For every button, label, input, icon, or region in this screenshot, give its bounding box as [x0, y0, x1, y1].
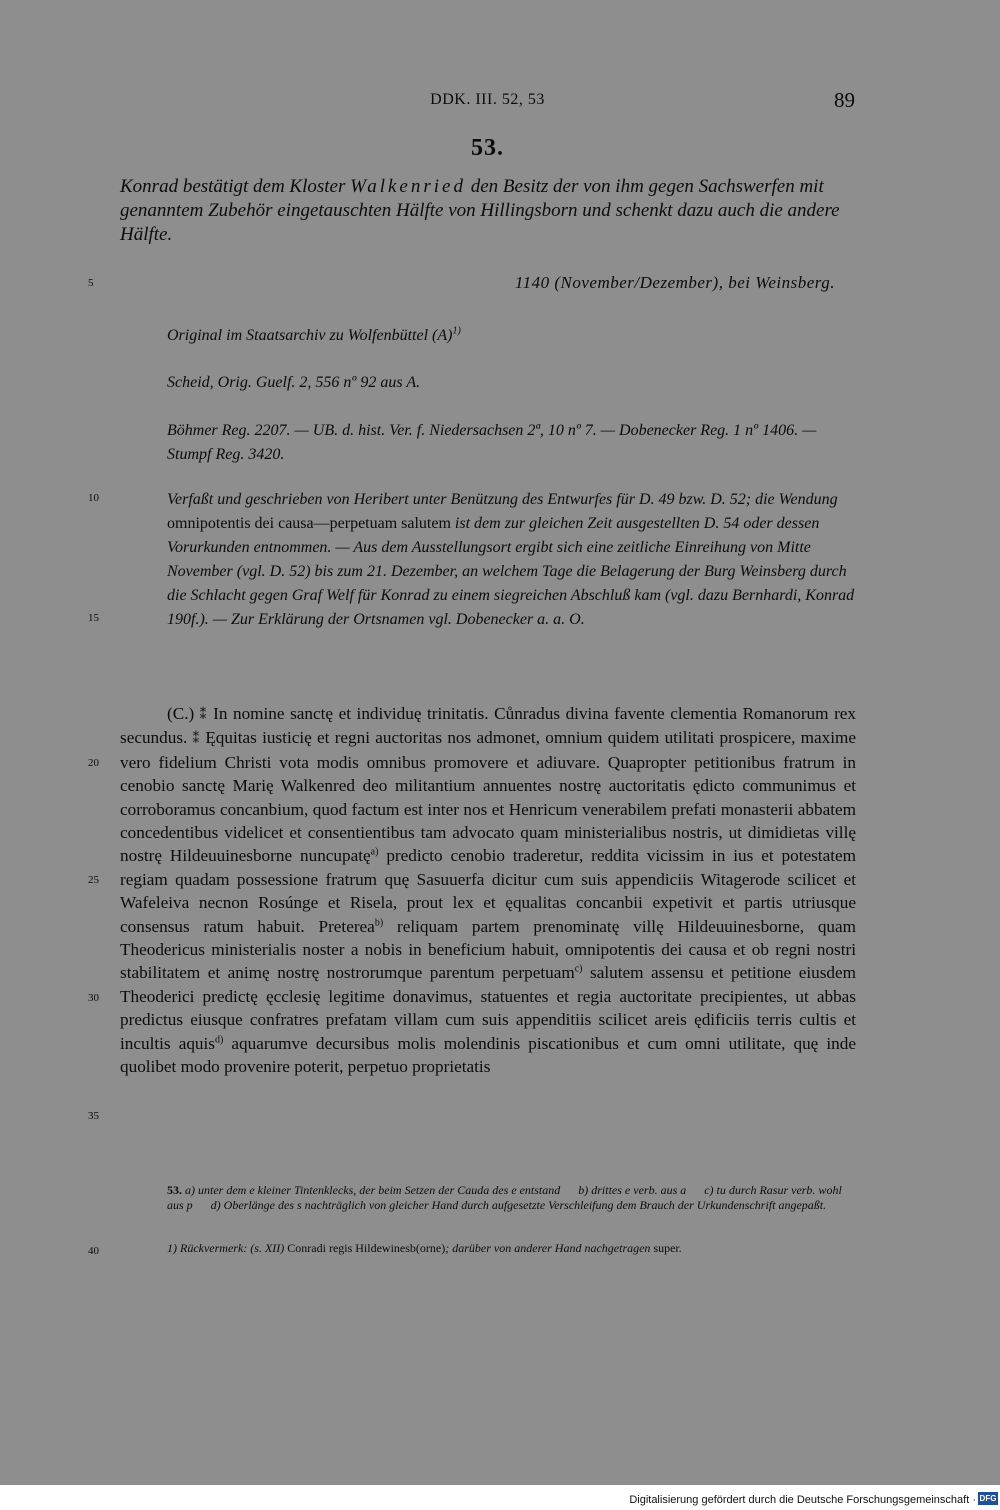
regest: [120, 175, 856, 247]
charter-text-4: salutem assensu et petitione eiusdem Theoderici predictę ęcclesię legitime donavimus, statuentes et regia auctoritate precipientes, ut abbas predictus eiusque confratres prefatam villam cum suis appenditiis scilicet areis ędificiis terris cultis et incultis aquis: [120, 963, 856, 1053]
date-line: 1140 (November/Dezember), bei Weinsberg.: [514, 273, 835, 292]
line-number: 20: [88, 757, 99, 769]
commentary-text-2: ist dem zur gleichen Zeit ausgestellten D. 54 oder dessen Vorurkunden entnommen. — Aus dem Ausstellungsort ergibt sich eine zeitliche Einreihung von Mitte November (vgl. D. 52) bis zum 21. Dezember, an welchem Tage die Belagerung der Burg Weinsberg durch die Schlacht gegen Graf Welf für Konrad zu einem siegreichen Abschluß kam (vgl. dazu Bernhardi, Konrad 190f.). — Zur Erklärung der Ortsnamen vgl. Dobenecker a. a. O.: [167, 515, 855, 628]
footnote-a: a) unter dem e kleiner Tintenklecks, der beim Setzen der Cauda des e entstand: [185, 1183, 561, 1197]
commentary-text-1: Verfaßt und geschrieben von Heribert unter Benützung des Entwurfes für D. 49 bzw. D. 52; die Wendung: [167, 491, 838, 508]
edition-note: Scheid, Orig. Guelf. 2, 556 nº 92 aus A.: [167, 374, 421, 391]
footnotes-variants: [167, 1183, 856, 1213]
charter-text-5: aquarumve decursibus molis molendinis piscationibus et cum omni utilitate, quę inde quolibet modo provenire poterit, perpetuo proprietatis: [120, 1033, 856, 1077]
dfg-logo: DFG: [979, 1494, 997, 1503]
footnote-1-quote: Conradi regis Hildewinesb(orne): [287, 1241, 446, 1255]
footnote-1-lead: 1) Rückvermerk: (s. XII): [167, 1241, 288, 1255]
footnote-1-mid: ; darüber von anderer Hand nachgetragen: [445, 1241, 654, 1255]
original-note: [167, 324, 856, 348]
line-number: 30: [88, 992, 99, 1004]
footnote-doc-number: 53.: [167, 1183, 182, 1197]
footnote-ref: d): [214, 1033, 224, 1045]
line-number: 40: [88, 1245, 99, 1257]
invocation-text: In nomine sanctę et individuę trinitatis. Cůnradus divina favente clementia Romanorum rex secundus.: [120, 704, 857, 748]
charter-text: [120, 702, 856, 1079]
footnote-1: [167, 1241, 856, 1256]
line-number: 5: [88, 277, 94, 289]
line-number: 35: [88, 1110, 99, 1122]
footnote-1-end: super.: [653, 1241, 682, 1255]
commentary-latin-quote: omnipotentis dei causa—perpetuam salutem: [167, 515, 451, 532]
funding-credit: Digitalisierung gefördert durch die Deutsche Forschungsgemeinschaft ·: [629, 1494, 976, 1506]
line-number: 15: [88, 612, 99, 624]
line-number: 25: [88, 874, 99, 886]
page-header: [120, 88, 855, 118]
footnote-ref: b): [374, 916, 384, 928]
document-number: 53.: [471, 135, 504, 161]
footnote-ref: c): [574, 963, 583, 975]
charter-text-2: predicto cenobio traderetur, reddita vicissim in ius et potestatem regiam quadam possessione fratrum quę Sasuuerfa dicitur cum suis appendiciis Witagerode scilicet et Wafeleiva necnon Rosúnge et Risela, prout lex et ęqualitas concanbii expetivit et partis utriusque consensus ratum habuit. Preterea: [120, 846, 856, 936]
charter-text-3: reliquam partem prenominatę villę Hildeuuinesborne, quam Theodericus ministerialis noster a nobis in beneficium habuit, omnipotentis dei causa et ob regni nostri stabilitatem et animę nostrę nostrorumque parentum perpetuam: [120, 916, 857, 983]
chrismon-symbol: ⁑: [199, 707, 208, 722]
chrismon-mark: (C.): [167, 704, 195, 723]
page-number: 89: [834, 88, 855, 112]
footnote-ref: a): [370, 846, 379, 858]
commentary: [167, 488, 856, 632]
regesta-note: Böhmer Reg. 2207. — UB. d. hist. Ver. f. Niedersachsen 2ª, 10 nº 7. — Dobenecker Reg. 1 nº 1406. — Stumpf Reg. 3420.: [167, 422, 817, 463]
footnote-ref: 1): [452, 325, 461, 337]
line-number: 10: [88, 492, 99, 504]
charter-text-1: Ęquitas iusticię et regni auctoritas nos admonet, omnium quidem utilitati prospicere, maxime vero fidelium Christi vota modis omnibus promovere et adiuvare. Quapropter petitionibus fratrum in cenobio sanctę Marię Walkenred deo militantium annuentes nostrę auctoritatis ędicto communimus et corroboramus concanbium, quod factum est inter nos et Henricum venerabilem prefati monasterii abbatem concedentibus videlicet et consentientibus tam advocato quam ministerialibus nostris, ut dimidietas villę nostrę Hildeuuinesborne nuncupatę: [120, 728, 857, 866]
chrismon-symbol: ⁑: [192, 731, 201, 747]
footnote-d: d) Oberlänge des s nachträglich von gleicher Hand durch aufgesetzte Verschleifung dem Brauch der Urkundenschrift angepaßt.: [210, 1198, 827, 1212]
footnote-c: c) tu durch Rasur verb. wohl aus p: [167, 1183, 842, 1212]
running-head: DDK. III. 52, 53: [430, 91, 545, 108]
original-text: Original im Staatsarchiv zu Wolfenbüttel (A): [167, 327, 453, 344]
regest-text-2: den Besitz der von ihm gegen Sachswerfen mit genanntem Zubehör eingetauschten Hälfte von Hillingsborn und schenkt dazu auch die andere Hälfte.: [120, 176, 840, 245]
regest-text-1: Konrad bestätigt dem Kloster: [120, 176, 351, 197]
footnote-b: b) drittes e verb. aus a: [578, 1183, 687, 1197]
regest-place-name: Walkenried: [350, 176, 466, 197]
